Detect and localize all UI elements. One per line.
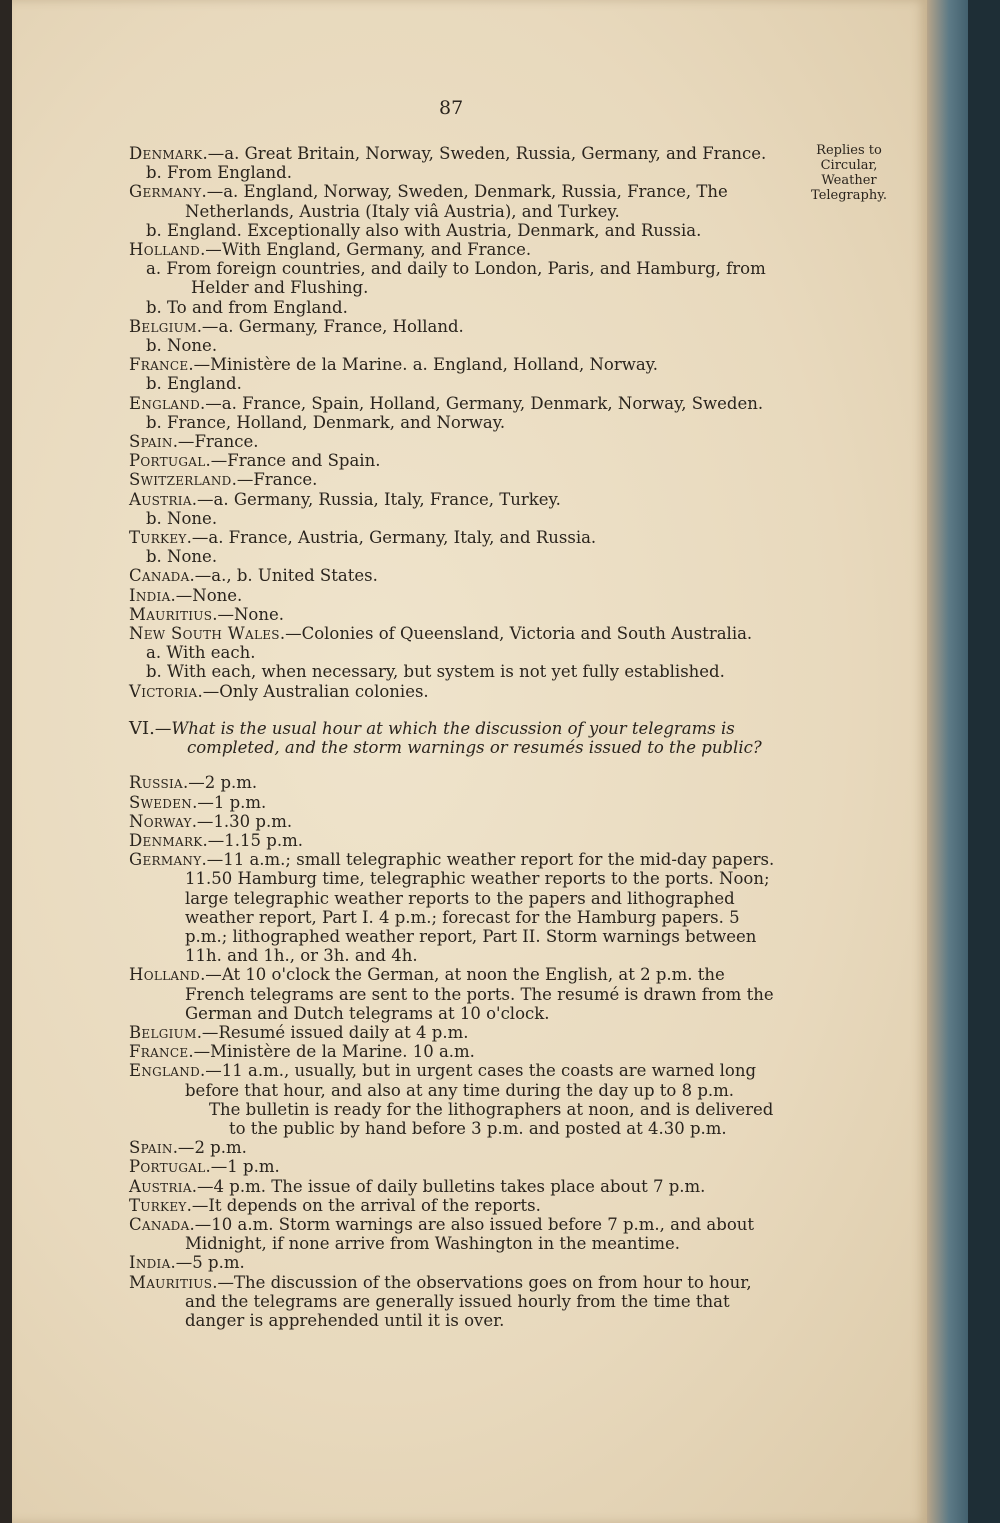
country-name: Austria [129,489,192,509]
country-entry [129,451,784,470]
sub-entry: b. None. [146,508,218,528]
entry-dash: .— [231,470,254,490]
country-name: Germany [129,850,202,870]
country-entry [129,566,784,585]
country-name: Sweden [129,792,193,812]
country-entry [129,470,784,489]
entry-text: a. Great Britain, Norway, Sweden, Russia, Germany, and France. [224,144,767,163]
question-number: VI. [129,717,155,739]
entry-text: 11 a.m., usually, but in urgent cases the coasts are warned long before that hour, and also at any time during the day up to 8 p.m. [185,1061,757,1100]
entry-dash: .— [212,604,234,624]
country-name: Turkey [129,528,187,548]
sub-entry: b. From England. [146,163,292,183]
sub-entry: b. None. [146,547,218,567]
country-entry [129,394,784,413]
entry-dash: .— [196,316,219,336]
sub-entry: b. To and from England. [146,297,348,317]
country-entry [129,1157,784,1176]
country-name: England [129,1061,200,1081]
country-entry [129,586,784,605]
entry-text: None. [233,604,284,624]
country-entry [129,317,784,336]
entry-dash: .— [170,1253,193,1273]
entry-text: Ministère de la Marine. a. England, Holland, Norway. [210,355,659,375]
entry-dash: .— [192,792,214,812]
country-name: France [129,355,189,375]
country-name: India [129,585,171,605]
country-entry [129,682,784,701]
entry-text: 11 a.m.; small telegraphic weather report for the mid-day papers. 11.50 Hamburg time, telegraphic weather reports to the ports. Noon; large telegraphic weather reports to the papers and lithographed weather report, Part I. 4 p.m.; forecast for the Hamburg papers. 5 p.m.; lithographed weather report, Part II. Storm warnings between 11h. and 1h., or 3h. and 4h. [185,850,775,966]
country-name: Mauritius [129,604,213,624]
country-entry [129,1253,784,1272]
country-entry [129,831,784,850]
country-name: Austria [129,1176,192,1196]
country-entry [129,1177,784,1196]
entry-dash: .— [188,1042,211,1062]
section-v-replies [129,144,784,701]
entry-dash: .— [191,811,214,831]
entry-text: France and Spain. [227,451,381,471]
book-cover-edge [968,0,1000,1523]
question-dash: — [154,718,172,738]
entry-text: It depends on the arrival of the reports. [208,1195,541,1215]
entry-text: 10 a.m. Storm warnings are also issued before 7 p.m., and about Midnight, if none arrive from Washington in the meantime. [185,1214,755,1254]
entry-text: 4 p.m. The issue of daily bulletins takes place about 7 p.m. [213,1176,706,1196]
sub-entry: b. None. [146,336,218,356]
country-entry [129,528,784,547]
entry-text: Colonies of Queensland, Victoria and South Australia. [301,624,753,644]
margin-note: Replies to Circular, Weather Telegraphy. [811,143,887,203]
entry-dash: .— [189,1214,212,1234]
entry-dash: .— [172,1138,195,1158]
entry-dash: .— [191,489,214,509]
entry-text: 1.30 p.m. [213,811,293,831]
question-vi [129,719,784,757]
question-text: What is the usual hour at which the discussion of your telegrams is completed, and the storm warnings or resumés issued to the public? [171,718,762,758]
country-name: England [129,393,200,413]
entry-dash: .— [170,585,193,605]
country-name: New South Wales [129,624,280,644]
section-vi-replies [129,773,784,1330]
entry-dash: .— [191,1176,214,1196]
sub-entry: a. With each. [146,643,256,663]
country-name: Canada [129,1214,190,1234]
country-entry [129,144,784,163]
entry-text: 5 p.m. [192,1253,245,1273]
entry-text: Resumé issued daily at 4 p.m. [218,1022,469,1042]
sub-entry: b. England. [146,374,242,394]
country-name: Victoria [129,681,198,701]
entry-text: a., b. United States. [211,566,378,586]
country-name: Portugal [129,1157,206,1177]
sub-entry: a. From foreign countries, and daily to London, Paris, and Hamburg, from Helder and Flushing. [146,259,766,298]
country-name: Belgium [129,316,197,336]
entry-dash: .— [200,1061,222,1081]
country-entry [129,965,784,1023]
entry-text: 2 p.m. [204,773,258,793]
entry-dash: .— [202,144,225,163]
entry-dash: .— [205,451,228,471]
entry-text: France. [253,470,318,490]
entry-text: 2 p.m. [194,1138,247,1158]
country-name: Switzerland [129,470,232,490]
country-name: Russia [129,773,183,793]
country-entry [129,490,784,509]
entry-text: a. France, Austria, Germany, Italy, and Russia. [208,528,597,548]
country-entry [129,1196,784,1215]
entry-dash: .— [201,850,224,870]
country-entry [129,355,784,374]
note-entry: The bulletin is ready for the lithographers at noon, and is delivered to the public by hand before 3 p.m. and posted at 4.30 p.m. [209,1099,774,1138]
country-name: Canada [129,566,190,586]
sub-entry: b. With each, when necessary, but system is not yet fully established. [146,662,725,682]
country-name: Portugal [129,451,206,471]
entry-text: The discussion of the observations goes on from hour to hour, and the telegrams are generally issued hourly from the time that danger is apprehended until it is over. [185,1272,752,1330]
country-entry [129,1273,784,1331]
entry-text: a. Germany, France, Holland. [218,316,464,336]
entry-dash: .— [189,566,212,586]
country-name: Holland [129,965,201,985]
entry-dash: .— [186,528,209,548]
country-name: India [129,1253,171,1273]
entry-text: a. England, Norway, Sweden, Denmark, Russia, France, The Netherlands, Austria (Italy viâ Austria), and Turkey. [185,182,728,221]
page-body [129,144,784,1330]
entry-text: 1 p.m. [213,792,267,812]
entry-text: 1 p.m. [227,1157,280,1177]
entry-text: a. Germany, Russia, Italy, France, Turkey. [213,489,561,509]
country-name: Holland [129,240,201,260]
country-entry [129,1042,784,1061]
country-name: Spain [129,432,173,452]
entry-dash: .— [182,773,205,793]
country-entry [129,240,784,259]
entry-dash: .— [202,830,225,850]
country-entry [129,1138,784,1157]
entry-text: Only Australian colonies. [219,681,429,701]
entry-text: At 10 o'clock the German, at noon the English, at 2 p.m. the French telegrams are sent to the ports. The resumé is drawn from the German and Dutch telegrams at 10 o'clock. [185,965,774,1023]
entry-dash: .— [200,240,222,260]
entry-text: None. [192,585,243,605]
entry-dash: .— [212,1272,234,1292]
country-entry [129,624,784,643]
country-entry [129,1215,784,1253]
entry-dash: .— [196,1022,219,1042]
entry-dash: .— [186,1195,209,1215]
entry-dash: .— [200,393,222,413]
country-entry [129,850,784,965]
entry-dash: .— [197,681,220,701]
entry-text: With England, Germany, and France. [221,240,532,260]
country-entry [129,182,784,220]
entry-dash: .— [279,624,302,644]
country-entry [129,812,784,831]
page-number: 87 [439,97,464,119]
country-name: Spain [129,1138,173,1158]
entry-dash: .— [172,432,195,452]
country-name: Denmark [129,830,203,850]
country-entry [129,1023,784,1042]
entry-dash: .— [200,965,222,985]
entry-text: France. [194,432,259,452]
country-name: Turkey [129,1195,187,1215]
entry-text: a. France, Spain, Holland, Germany, Denmark, Norway, Sweden. [221,393,764,413]
country-entry [129,605,784,624]
document-page [12,0,927,1523]
entry-dash: .— [201,182,224,202]
entry-text: 1.15 p.m. [224,830,303,850]
country-name: Mauritius [129,1272,213,1292]
entry-dash: .— [205,1157,228,1177]
country-name: Belgium [129,1022,197,1042]
country-entry [129,432,784,451]
sub-entry: b. France, Holland, Denmark, and Norway. [146,412,506,432]
country-entry [129,1061,784,1099]
country-name: France [129,1042,189,1062]
country-name: Germany [129,182,202,202]
country-name: Denmark [129,144,203,163]
country-name: Norway [129,811,192,831]
country-entry [129,793,784,812]
entry-dash: .— [188,355,211,375]
entry-text: Ministère de la Marine. 10 a.m. [210,1042,475,1062]
country-entry [129,773,784,792]
sub-entry: b. England. Exceptionally also with Austria, Denmark, and Russia. [146,220,702,240]
